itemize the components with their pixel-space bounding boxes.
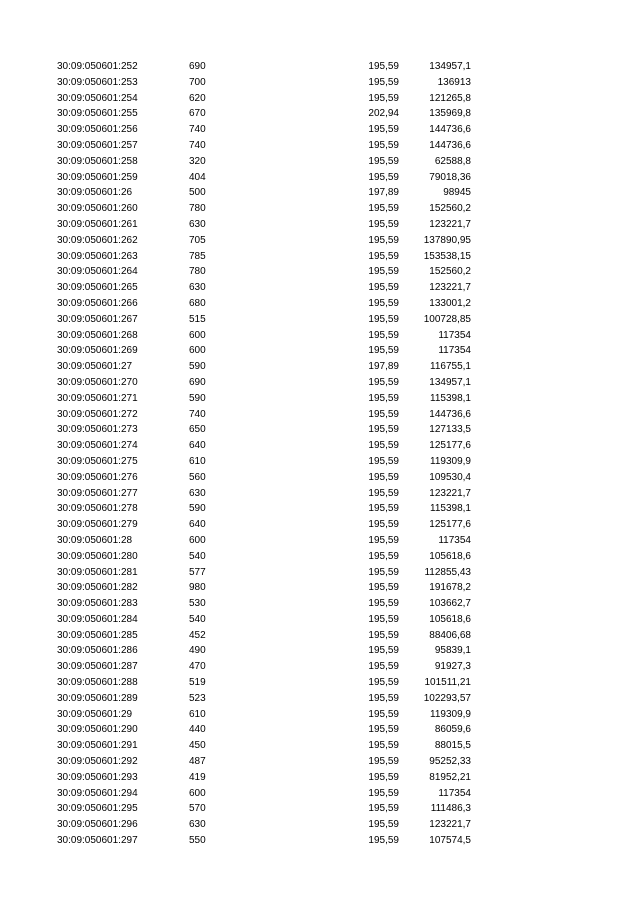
- table-row: [0, 612, 640, 628]
- rate-cell: 202,94: [368, 108, 399, 120]
- area-cell: 570: [189, 803, 206, 815]
- table-row: [0, 138, 640, 154]
- cadastral-number-cell: 30:09:050601:254: [57, 92, 138, 104]
- table-row: [0, 217, 640, 233]
- cadastral-number-cell: 30:09:050601:268: [57, 329, 138, 341]
- cadastral-number-cell: 30:09:050601:257: [57, 139, 138, 151]
- table-row: [0, 722, 640, 738]
- rate-cell: 195,59: [368, 740, 399, 752]
- table-row: [0, 533, 640, 549]
- area-cell: 590: [189, 503, 206, 515]
- rate-cell: 195,59: [368, 297, 399, 309]
- cadastral-value-cell: 134957,1: [429, 61, 471, 72]
- cadastral-value-cell: 123221,7: [429, 218, 471, 230]
- area-cell: 620: [189, 92, 206, 104]
- table-row: [0, 738, 640, 754]
- rate-cell: 195,59: [368, 471, 399, 483]
- table-row: [0, 659, 640, 675]
- area-cell: 670: [189, 108, 206, 120]
- cadastral-number-cell: 30:09:050601:274: [57, 440, 138, 452]
- rate-cell: 195,59: [368, 692, 399, 704]
- table-row: [0, 391, 640, 407]
- rate-cell: 195,59: [368, 329, 399, 341]
- cadastral-value-cell: 135969,8: [429, 108, 471, 120]
- cadastral-value-cell: 115398,1: [430, 503, 471, 515]
- area-cell: 700: [189, 76, 206, 88]
- table-row: [0, 833, 640, 849]
- cadastral-value-cell: 95839,1: [434, 645, 471, 657]
- table-row: [0, 454, 640, 470]
- cadastral-value-cell: 107574,5: [429, 835, 471, 847]
- table-row: [0, 517, 640, 533]
- cadastral-value-cell: 121265,8: [429, 92, 471, 104]
- area-cell: 550: [189, 835, 206, 847]
- rate-cell: 195,59: [368, 313, 399, 325]
- table-row: [0, 786, 640, 802]
- rate-cell: 195,59: [368, 171, 399, 183]
- cadastral-value-cell: 144736,6: [429, 408, 471, 420]
- cadastral-value-cell: 123221,7: [429, 819, 471, 831]
- cadastral-value-cell: 100728,85: [423, 313, 471, 325]
- cadastral-value-cell: 86059,6: [434, 724, 471, 736]
- table-row: [0, 770, 640, 786]
- cadastral-number-cell: 30:09:050601:290: [57, 724, 138, 736]
- cadastral-value-cell: 191678,2: [429, 582, 471, 594]
- table-row: [0, 312, 640, 328]
- cadastral-number-cell: 30:09:050601:269: [57, 345, 138, 357]
- area-cell: 785: [189, 250, 206, 262]
- rate-cell: 195,59: [368, 519, 399, 531]
- cadastral-number-cell: 30:09:050601:286: [57, 645, 138, 657]
- rate-cell: 197,89: [368, 361, 399, 373]
- table-row: [0, 549, 640, 565]
- area-cell: 404: [189, 171, 206, 183]
- table-row: [0, 470, 640, 486]
- rate-cell: 195,59: [368, 613, 399, 625]
- rate-cell: 195,59: [368, 155, 399, 167]
- table-row: [0, 375, 640, 391]
- cadastral-number-cell: 30:09:050601:285: [57, 629, 138, 641]
- rate-cell: 197,89: [368, 187, 399, 199]
- rate-cell: 195,59: [368, 771, 399, 783]
- cadastral-number-cell: 30:09:050601:261: [57, 218, 138, 230]
- area-cell: 705: [189, 234, 206, 246]
- table-row: [0, 754, 640, 770]
- cadastral-value-cell: 101511,21: [424, 677, 471, 689]
- table-row: [0, 233, 640, 249]
- area-cell: 610: [189, 455, 206, 467]
- rate-cell: 195,59: [368, 708, 399, 720]
- table-row: [0, 201, 640, 217]
- table-row: [0, 170, 640, 186]
- cadastral-value-cell: 134957,1: [429, 376, 471, 388]
- cadastral-value-cell: 105618,6: [429, 613, 471, 625]
- cadastral-number-cell: 30:09:050601:270: [57, 376, 138, 388]
- cadastral-value-cell: 153538,15: [423, 250, 471, 262]
- cadastral-number-cell: 30:09:050601:262: [57, 234, 138, 246]
- cadastral-value-cell: 98945: [443, 187, 471, 199]
- cadastral-value-cell: 127133,5: [429, 424, 471, 436]
- table-row: [0, 438, 640, 454]
- area-cell: 540: [189, 550, 206, 562]
- table-row: [0, 122, 640, 138]
- cadastral-number-cell: 30:09:050601:296: [57, 819, 138, 831]
- rate-cell: 195,59: [368, 408, 399, 420]
- cadastral-number-cell: 30:09:050601:294: [57, 787, 138, 799]
- rate-cell: 195,59: [368, 440, 399, 452]
- cadastral-number-cell: 30:09:050601:284: [57, 613, 138, 625]
- table-row: [0, 91, 640, 107]
- rate-cell: 195,59: [368, 392, 399, 404]
- rate-cell: 195,59: [368, 582, 399, 594]
- rate-cell: 195,59: [368, 677, 399, 689]
- rate-cell: 195,59: [368, 345, 399, 357]
- cadastral-value-cell: 117354: [438, 534, 471, 546]
- area-cell: 590: [189, 392, 206, 404]
- area-cell: 440: [189, 724, 206, 736]
- area-cell: 650: [189, 424, 206, 436]
- table-row: [0, 801, 640, 817]
- table-row: [0, 817, 640, 833]
- cadastral-number-cell: 30:09:050601:278: [57, 503, 138, 515]
- cadastral-value-cell: 119309,9: [430, 708, 471, 720]
- cadastral-number-cell: 30:09:050601:258: [57, 155, 138, 167]
- table-row: [0, 580, 640, 596]
- table-row: [0, 501, 640, 517]
- rate-cell: 195,59: [368, 266, 399, 278]
- cadastral-value-cell: 81952,21: [429, 771, 471, 783]
- cadastral-number-cell: 30:09:050601:29: [57, 708, 133, 720]
- cadastral-value-cell: 125177,6: [429, 519, 471, 531]
- area-cell: 515: [189, 313, 206, 325]
- cadastral-number-cell: 30:09:050601:27: [57, 361, 133, 373]
- table-row: [0, 59, 640, 75]
- cadastral-number-cell: 30:09:050601:282: [57, 582, 138, 594]
- cadastral-value-cell: 144736,6: [429, 124, 471, 136]
- cadastral-number-cell: 30:09:050601:271: [57, 392, 138, 404]
- cadastral-value-cell: 152560,2: [429, 203, 471, 215]
- cadastral-number-cell: 30:09:050601:260: [57, 203, 138, 215]
- rate-cell: 195,59: [368, 835, 399, 847]
- area-cell: 530: [189, 598, 206, 610]
- table-row: [0, 106, 640, 122]
- cadastral-number-cell: 30:09:050601:281: [57, 566, 138, 578]
- cadastral-number-cell: 30:09:050601:252: [57, 61, 138, 72]
- area-cell: 600: [189, 787, 206, 799]
- rate-cell: 195,59: [368, 566, 399, 578]
- area-cell: 740: [189, 124, 206, 136]
- table-row: [0, 407, 640, 423]
- rate-cell: 195,59: [368, 487, 399, 499]
- area-cell: 690: [189, 61, 206, 72]
- area-cell: 577: [189, 566, 206, 578]
- cadastral-number-cell: 30:09:050601:263: [57, 250, 138, 262]
- area-cell: 610: [189, 708, 206, 720]
- area-cell: 640: [189, 519, 206, 531]
- cadastral-number-cell: 30:09:050601:283: [57, 598, 138, 610]
- cadastral-value-cell: 79018,36: [429, 171, 471, 183]
- table-row: [0, 707, 640, 723]
- cadastral-number-cell: 30:09:050601:272: [57, 408, 138, 420]
- area-cell: 500: [189, 187, 206, 199]
- cadastral-value-cell: 117354: [438, 345, 471, 357]
- cadastral-number-cell: 30:09:050601:280: [57, 550, 138, 562]
- cadastral-value-cell: 123221,7: [429, 487, 471, 499]
- cadastral-value-cell: 62588,8: [434, 155, 471, 167]
- rate-cell: 195,59: [368, 250, 399, 262]
- table-row: [0, 565, 640, 581]
- table-row: [0, 280, 640, 296]
- area-cell: 487: [189, 756, 206, 768]
- area-cell: 450: [189, 740, 206, 752]
- area-cell: 540: [189, 613, 206, 625]
- rate-cell: 195,59: [368, 645, 399, 657]
- table-row: [0, 359, 640, 375]
- cadastral-number-cell: 30:09:050601:264: [57, 266, 138, 278]
- area-cell: 600: [189, 534, 206, 546]
- cadastral-value-cell: 88406,68: [429, 629, 471, 641]
- cadastral-value-cell: 102293,57: [423, 692, 471, 704]
- rate-cell: 195,59: [368, 76, 399, 88]
- rate-cell: 195,59: [368, 424, 399, 436]
- table-row: [0, 328, 640, 344]
- area-cell: 630: [189, 819, 206, 831]
- rate-cell: 195,59: [368, 803, 399, 815]
- cadastral-value-cell: 133001,2: [429, 297, 471, 309]
- area-cell: 630: [189, 282, 206, 294]
- rate-cell: 195,59: [368, 534, 399, 546]
- area-cell: 419: [189, 771, 206, 783]
- cadastral-number-cell: 30:09:050601:259: [57, 171, 138, 183]
- cadastral-number-cell: 30:09:050601:266: [57, 297, 138, 309]
- table-row: [0, 249, 640, 265]
- table-row: [0, 643, 640, 659]
- area-cell: 740: [189, 408, 206, 420]
- area-cell: 690: [189, 376, 206, 388]
- cadastral-number-cell: 30:09:050601:287: [57, 661, 138, 673]
- area-cell: 490: [189, 645, 206, 657]
- cadastral-value-cell: 88015,5: [434, 740, 471, 752]
- table-row: [0, 264, 640, 280]
- cadastral-value-cell: 117354: [438, 329, 471, 341]
- table-row: [0, 296, 640, 312]
- area-cell: 452: [189, 629, 206, 641]
- cadastral-number-cell: 30:09:050601:288: [57, 677, 138, 689]
- cadastral-value-cell: 136913: [437, 76, 471, 88]
- area-cell: 780: [189, 203, 206, 215]
- rate-cell: 195,59: [368, 724, 399, 736]
- cadastral-number-cell: 30:09:050601:289: [57, 692, 138, 704]
- area-cell: 980: [189, 582, 206, 594]
- rate-cell: 195,59: [368, 139, 399, 151]
- area-cell: 630: [189, 218, 206, 230]
- table-row: [0, 675, 640, 691]
- table-row: [0, 185, 640, 201]
- cadastral-number-cell: 30:09:050601:291: [57, 740, 138, 752]
- area-cell: 630: [189, 487, 206, 499]
- area-cell: 320: [189, 155, 206, 167]
- cadastral-value-cell: 119309,9: [430, 455, 471, 467]
- rate-cell: 195,59: [368, 234, 399, 246]
- area-cell: 780: [189, 266, 206, 278]
- rate-cell: 195,59: [368, 218, 399, 230]
- cadastral-number-cell: 30:09:050601:277: [57, 487, 138, 499]
- cadastral-number-cell: 30:09:050601:256: [57, 124, 138, 136]
- cadastral-number-cell: 30:09:050601:279: [57, 519, 138, 531]
- cadastral-value-cell: 152560,2: [429, 266, 471, 278]
- cadastral-value-cell: 109530,4: [429, 471, 471, 483]
- cadastral-value-cell: 125177,6: [429, 440, 471, 452]
- area-cell: 470: [189, 661, 206, 673]
- cadastral-value-cell: 137890,95: [423, 234, 471, 246]
- cadastral-value-cell: 95252,33: [429, 756, 471, 768]
- table-row: [0, 343, 640, 359]
- area-cell: 560: [189, 471, 206, 483]
- area-cell: 523: [189, 692, 206, 704]
- cadastral-number-cell: 30:09:050601:255: [57, 108, 138, 120]
- area-cell: 600: [189, 345, 206, 357]
- rate-cell: 195,59: [368, 61, 399, 72]
- table-row: [0, 596, 640, 612]
- cadastral-value-cell: 111486,3: [430, 803, 471, 815]
- table-row: [0, 486, 640, 502]
- cadastral-number-cell: 30:09:050601:295: [57, 803, 138, 815]
- area-cell: 740: [189, 139, 206, 151]
- cadastral-value-cell: 115398,1: [430, 392, 471, 404]
- cadastral-value-cell: 117354: [438, 787, 471, 799]
- cadastral-number-cell: 30:09:050601:267: [57, 313, 138, 325]
- cadastral-number-cell: 30:09:050601:273: [57, 424, 138, 436]
- table-row: [0, 75, 640, 91]
- rate-cell: 195,59: [368, 598, 399, 610]
- rate-cell: 195,59: [368, 787, 399, 799]
- rate-cell: 195,59: [368, 376, 399, 388]
- rate-cell: 195,59: [368, 756, 399, 768]
- rate-cell: 195,59: [368, 282, 399, 294]
- cadastral-value-cell: 144736,6: [429, 139, 471, 151]
- table-row: [0, 628, 640, 644]
- cadastral-value-cell: 105618,6: [429, 550, 471, 562]
- area-cell: 519: [189, 677, 206, 689]
- table-row: [0, 154, 640, 170]
- cadastral-number-cell: 30:09:050601:276: [57, 471, 138, 483]
- cadastral-number-cell: 30:09:050601:292: [57, 756, 138, 768]
- table-row: [0, 422, 640, 438]
- rate-cell: 195,59: [368, 92, 399, 104]
- table-row: [0, 691, 640, 707]
- cadastral-value-table: [0, 59, 640, 849]
- rate-cell: 195,59: [368, 503, 399, 515]
- rate-cell: 195,59: [368, 629, 399, 641]
- cadastral-number-cell: 30:09:050601:275: [57, 455, 138, 467]
- cadastral-number-cell: 30:09:050601:293: [57, 771, 138, 783]
- cadastral-value-cell: 112855,43: [424, 566, 471, 578]
- rate-cell: 195,59: [368, 661, 399, 673]
- area-cell: 600: [189, 329, 206, 341]
- rate-cell: 195,59: [368, 455, 399, 467]
- rate-cell: 195,59: [368, 550, 399, 562]
- rate-cell: 195,59: [368, 819, 399, 831]
- cadastral-value-cell: 91927,3: [434, 661, 471, 673]
- cadastral-number-cell: 30:09:050601:265: [57, 282, 138, 294]
- area-cell: 590: [189, 361, 206, 373]
- cadastral-value-cell: 116755,1: [430, 361, 471, 373]
- cadastral-number-cell: 30:09:050601:28: [57, 534, 133, 546]
- cadastral-number-cell: 30:09:050601:297: [57, 835, 138, 847]
- rate-cell: 195,59: [368, 124, 399, 136]
- cadastral-number-cell: 30:09:050601:253: [57, 76, 138, 88]
- area-cell: 680: [189, 297, 206, 309]
- rate-cell: 195,59: [368, 203, 399, 215]
- area-cell: 640: [189, 440, 206, 452]
- cadastral-value-cell: 123221,7: [429, 282, 471, 294]
- cadastral-number-cell: 30:09:050601:26: [57, 187, 133, 199]
- cadastral-value-cell: 103662,7: [429, 598, 471, 610]
